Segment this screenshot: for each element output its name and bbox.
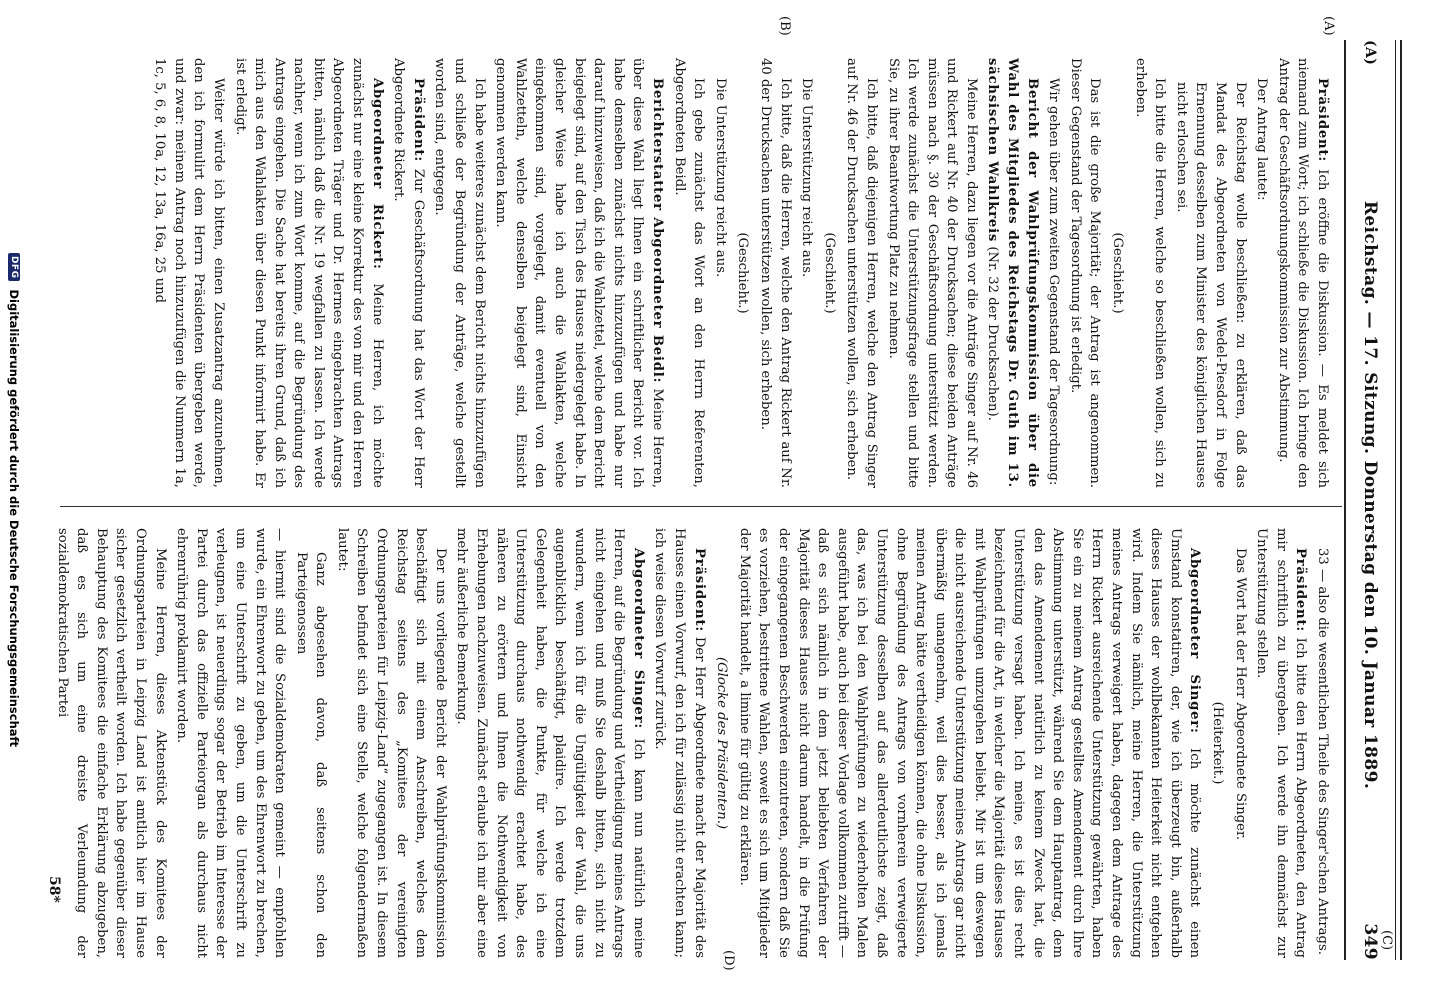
- paragraph: [150, 58, 228, 488]
- header-title: Reichstag. — 17. Sitzung. Donnerstag den 10. Januar 1889.: [1360, 200, 1380, 790]
- paragraph-text: Ich kann nun natürlich meine Herren, auf die Begründung und Vertheidigung meines Antrags nicht eingehen und muß Sie deshalb bitten, sich nicht zu wundern, wenn ich für die Ungültigkeit der Wahl, die uns augenblicklich beschäftigt, plaidire. Ich werde trotzdem Gelegenheit haben, die Punkte, für welche ich eine Unterstützung durchaus nothwendig erachtet habe, des näheren zu erörtern und Ihnen die Nothwendigkeit von Erhebungen nachzuweisen. Zunächst erlaube ich mir aber eine mehr äußerliche Bemerkung.: [454, 528, 646, 959]
- page-number: 349: [1360, 923, 1380, 960]
- margin-letter-d: (D): [721, 950, 736, 971]
- speaker-name: Präsident:: [691, 548, 707, 633]
- paragraph: [797, 58, 817, 488]
- paragraph: [452, 528, 648, 958]
- paragraph: [1065, 58, 1104, 488]
- paragraph-text: Ich möchte zunächst einen Umstand konstatiren, der, wie ich überzeugt bin, außerhalb dieses Hauses der wohlbekannten Heiterkeit nicht entgehen wird. Indem Sie nämlich, meine Herren, die Unterstützung meines Antrags verweigert haben, dagegen dem Antrage des Herrn Rickert ausreichende Unterstützung gewährten, haben Sie ein zu meinem Antrag gestelltes Amendement durch Ihre Abstimmung unterstützt, während Sie dem Hauptantrag, dem den das Amendement natürlich zu keinem Zweck hat, die Unterstützung versagt haben. Ich meine, es ist dies recht bezeichnend für die Art, in welcher die Majorität dieses Hauses mit Wahlprüfungen umzugehen beliebt. Mir ist um deswegen die nicht ausreichende Unterstützung meines Antrags gar nicht übermäßig unangenehm, weil dies besser, als ich jemals meinen Antrag hätte vertheidigen können, die ohne Diskussion, ohne Begründung des Antrags von vornherein verweigerte Unterstützung desselben auf das allerdeutlichste zeigt, daß das, was ich bei den Wahlprüfungen zu wiederholten Malen ausgeführt habe, auch bei dieser Vorlage vollkommen zutrifft — daß es sich nämlich in dem jetzt beliebten Verfahren der Majorität dieses Hauses nicht darum handelt, in die Prüfung der eingegangenen Beschwerden einzutreten, sondern daß Sie es vorziehen, bestrittene Wahlen, soweit es sich um Mitglieder der Majorität handelt, a limine für gültig zu erklären.: [736, 528, 1203, 959]
- paragraph-text: Ich habe weiteres zunächst dem Bericht nichts hinzuzufügen und schließe der Begründung der Anträge, welche gestellt worden sind, entgegen.: [432, 58, 487, 488]
- paragraph: (Geschieht.): [735, 232, 751, 314]
- paragraph-text: Meine Herren, über diese Wahl liegt Ihnen ein schriftlicher Bericht vor. Ich habe demselben zunächst nichts hinzuzufügen und habe nur darauf hinzuweisen, daß ich die Wahlzettel, welche dem Bericht beigelegt sind, auf den Tisch des Hauses niedergelegt habe. In gleicher Weise habe ich auch die Wahlakten, welche eingekommen sind, vorgelegt, damit eventuell von den Wahlzetteln, welche denselben beigelegt sind, Einsicht genommen werden kann.: [493, 58, 665, 489]
- agenda-item-heading: Bericht der Wahlprüfungskommission über die Wahl des Mitgliedes des Reichstags Dr. Guth im 13. sächsischen Wahlkreis: [985, 58, 1040, 488]
- credit-text: Digitalisierung gefördert durch die Deutsche Forschungsgemeinschaft: [7, 289, 21, 748]
- header-rule: [1344, 40, 1346, 960]
- paragraph-text: Meine Herren, dazu liegen vor die Anträge Singer auf Nr. 46 und Rickert auf Nr. 40 der Drucksachen; diese beiden Anträge müssen nach §. 30 der Geschäftsordnung unterstützt werden. Ich werde zunächst die Unterstützungsfrage stellen und bitte Sie, zu ihrer Beantwortung Platz zu nehmen.: [885, 58, 979, 488]
- paragraph: [710, 58, 730, 488]
- paragraph: [1252, 528, 1311, 958]
- paragraph: [230, 58, 387, 488]
- speaker-name: Präsident:: [1315, 78, 1330, 163]
- paragraph: [755, 58, 794, 488]
- paragraph-text: Ich bitte, daß diejenigen Herren, welche den Antrag Singer auf Nr. 46 der Drucksachen unterstützen wollen, sich erheben.: [844, 58, 879, 488]
- top-rule-thin: [1395, 40, 1396, 960]
- paragraph: [1044, 58, 1064, 488]
- paragraph: [983, 58, 1042, 488]
- speaker-name: Präsident:: [1293, 548, 1309, 633]
- paragraph: [883, 58, 981, 488]
- paragraph-text: Der uns vorliegende Bericht der Wahlprüfungskommission beschäftigt sich mit einem Anschreiben, welches dem Reichstag seitens des „Komitees der vereinigten Ordnungsparteien für Leipzig-Land“ zugegangen ist. In diesem Schreiben befindet sich eine Stelle, welche folgendermaßen lautet:: [334, 528, 448, 958]
- margin-letter-a: (A): [1321, 16, 1336, 36]
- paragraph-text: (Nr. 32 der Drucksachen).: [985, 242, 1001, 421]
- margin-letter-b: (B): [777, 16, 792, 36]
- paragraph: [650, 528, 709, 958]
- paragraph-text: Der Reichstag wolle beschließen: zu erklären, daß das Mandat des Abgeordneten von Wedel-Piesdorf in Folge Ernennung desselben zum Minister des königlichen Hauses nicht erloschen sei.: [1173, 82, 1248, 488]
- paragraph: [52, 528, 170, 958]
- speaker-name: Berichterstatter Abgeordneter Beidl:: [650, 78, 665, 384]
- paragraph: (Glocke des Präsidenten.): [714, 656, 730, 830]
- paragraph: (Heiterkeit.): [1210, 701, 1226, 785]
- paragraph-text: Weiter würde ich bitten, einen Zusatzantrag anzunehmen, den ich formulirt dem Herrn Präsidenten übergeben werde, und zwar: meinem Antrag noch hinzuzufügen die Nummern 1a, 1c, 5, 6, 8, 10a, 12, 13a, 16a, 25 und: [152, 58, 226, 488]
- paragraph: [669, 58, 708, 488]
- paragraph: (Geschieht.): [821, 232, 837, 314]
- paragraph-text: Das Wort hat der Herr Abgeordnete Singer.: [1232, 548, 1248, 841]
- digitization-credit: [2, 0, 26, 1000]
- speaker-name: Präsident:: [410, 78, 426, 163]
- speaker-name: Abgeordneter Singer:: [630, 548, 646, 729]
- margin-letter-c: (C): [1379, 930, 1394, 951]
- paragraph-text: Die Unterstützung reicht aus.: [799, 78, 815, 278]
- speaker-name: Abgeordneter Singer:: [1187, 548, 1203, 734]
- column-divider: [60, 506, 1342, 507]
- paragraph: [1171, 58, 1249, 488]
- paragraph-text: Zur Geschäftsordnung hat das Wort der Herr Abgeordnete Rickert.: [391, 58, 426, 488]
- paragraph: [1273, 58, 1332, 488]
- header-margin-mark: (A): [1362, 40, 1378, 66]
- paragraph-text: Der Antrag lautet:: [1254, 78, 1270, 201]
- paragraph-text: Ganz abgesehen davon, daß seitens schon den Parteigenossen: [293, 552, 329, 958]
- running-header: [1352, 40, 1388, 960]
- paragraph: [389, 58, 428, 488]
- paragraph-text: Wir gehen über zum zweiten Gegenstand der Tagesordnung:: [1046, 78, 1062, 486]
- paragraph-text: Die Unterstützung reicht aus.: [712, 78, 728, 278]
- paragraph: (Geschieht.): [1110, 232, 1126, 314]
- paragraph-text: Das ist die große Majorität; der Antrag ist angenommen. Dieser Gegenstand der Tagesordnung ist erledigt.: [1067, 58, 1103, 488]
- paragraph-text: Ich gebe zunächst das Wort an den Herrn Referenten, Abgeordneten Beidl.: [671, 58, 707, 488]
- top-rule: [1400, 40, 1402, 960]
- left-column: [60, 58, 1332, 488]
- paragraph: [1230, 528, 1250, 958]
- speaker-name: Abgeordneter Rickert:: [369, 78, 385, 270]
- paragraph: — hiermit sind die Sozialdemokraten gemeint — empfohlen wurde, ein Ehrenwort zu geben, um des Ehrenwort zu brechen, um eine Unterschrift zu geben, um die Unterschrift zu verleugnen, ist neuerdings sogar der Betrieb im Interesse der Partei durch das offizielle Parteiorgan als durchaus nicht ehrenrührig proklamirt worden.: [174, 528, 288, 958]
- paragraph-text: Meine Herren, dieses Aktenstück des Komitees der Ordnungsparteien in Leipzig Land ist amtlich hier im Hause sicher gesetzlich vertheilt worden. Ich habe gegenüber dieser Behauptung des Komitees die einfache Erklärung abzugeben, daß es sich um eine dreiste Verleumdung der sozialdemokratischen Partei: [54, 528, 168, 958]
- paragraph: [430, 58, 489, 488]
- paragraph: [1252, 58, 1272, 488]
- paragraph-text: Ich bitte den Herrn Abgeordneten, den Antrag mir schriftlich zu übergeben. Ich werde ihn demnächst zur Unterstützung stellen.: [1254, 528, 1309, 958]
- paragraph-text: Ich bitte, daß die Herren, welche den Antrag Rickert auf Nr. 40 der Drucksachen unterstützen wollen, sich erheben.: [757, 58, 793, 488]
- paragraph: [491, 58, 667, 488]
- paragraph-text: Ich eröffne die Diskussion. — Es meldet sich niemand zum Wort; ich schließe die Diskussion. Ich bringe den Antrag der Geschäftsordnungskommission zur Abstimmung.: [1275, 58, 1330, 488]
- paragraph: [1130, 58, 1169, 488]
- paragraph: [291, 528, 330, 958]
- paragraph-text: 33 — also die wesentlichen Theile des Singer'schen Antrags.: [1315, 548, 1330, 955]
- dfg-logo: DFG: [8, 253, 20, 282]
- paragraph-text: Meine Herren, ich möchte zunächst nur eine kleine Korrektur des von mir und den Herren Abgeordneten Träger und Dr. Hermes eingebrachten Antrags bitten, nämlich daß die Nr. 19 wegfallen zu lassen. Ich werde nachher, wenn ich zum Wort komme, auf die Begründung des Antrags eingehen. Die Sache hat bereits ihren Grund, daß ich mich aus den Wahlakten über diesen Punkt informirt habe. Er ist erledigt.: [232, 58, 385, 488]
- paragraph-text: Ich bitte die Herren, welche so beschließen wollen, sich zu erheben.: [1132, 58, 1168, 488]
- paragraph: [332, 528, 450, 958]
- paragraph: [842, 58, 881, 488]
- paragraph-text: Der Herr Abgeordnete macht der Majorität des Hauses einen Vorwurf, den ich für zulässig nicht erachten kann; ich weise diesen Vorwurf zurück.: [652, 528, 707, 958]
- paragraph: [1312, 528, 1332, 958]
- paragraph: [734, 528, 1204, 958]
- signature-mark: 58*: [46, 876, 62, 903]
